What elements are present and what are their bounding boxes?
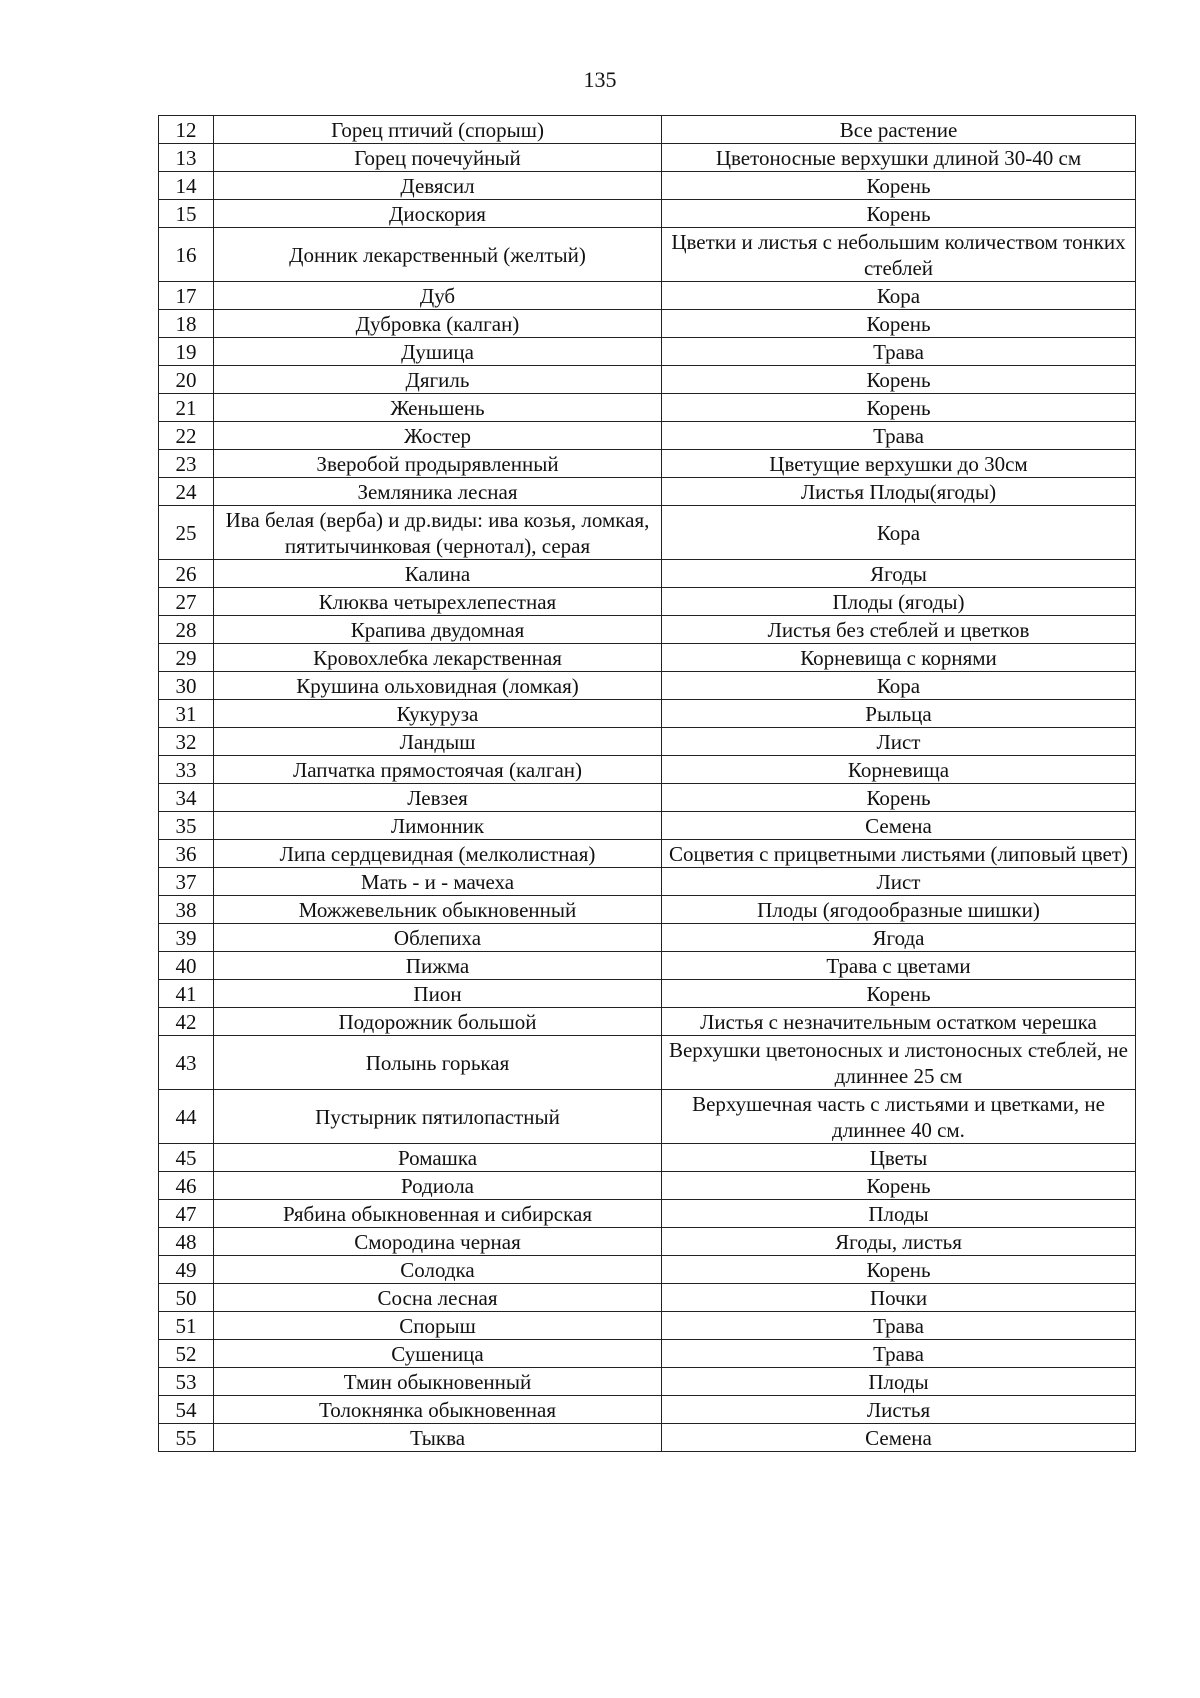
plant-part-cell: Корень (662, 172, 1136, 200)
table-row (159, 560, 1136, 588)
table-row (159, 1256, 1136, 1284)
row-number-cell: 34 (159, 784, 214, 812)
row-number-cell: 19 (159, 338, 214, 366)
plant-part-cell: Цветущие верхушки до 30см (662, 450, 1136, 478)
plant-name-cell: Зверобой продырявленный (214, 450, 662, 478)
plant-part-cell: Трава (662, 1312, 1136, 1340)
table-row (159, 700, 1136, 728)
table-row (159, 1008, 1136, 1036)
row-number-cell: 22 (159, 422, 214, 450)
plant-part-cell: Почки (662, 1284, 1136, 1312)
row-number-cell: 33 (159, 756, 214, 784)
plant-part-cell: Плоды (ягоды) (662, 588, 1136, 616)
plant-name-cell: Жостер (214, 422, 662, 450)
plant-part-cell: Лист (662, 868, 1136, 896)
plant-name-cell: Горец почечуйный (214, 144, 662, 172)
table-row (159, 812, 1136, 840)
table-row (159, 200, 1136, 228)
plants-table (158, 115, 1136, 1452)
row-number-cell: 21 (159, 394, 214, 422)
plant-name-cell: Сушеница (214, 1340, 662, 1368)
plant-name-cell: Женьшень (214, 394, 662, 422)
row-number-cell: 32 (159, 728, 214, 756)
row-number-cell: 46 (159, 1172, 214, 1200)
row-number-cell: 48 (159, 1228, 214, 1256)
plant-part-cell: Трава (662, 1340, 1136, 1368)
plant-name-cell: Лапчатка прямостоячая (калган) (214, 756, 662, 784)
row-number-cell: 54 (159, 1396, 214, 1424)
plant-part-cell: Ягода (662, 924, 1136, 952)
plant-part-cell: Цветы (662, 1144, 1136, 1172)
plant-name-cell: Земляника лесная (214, 478, 662, 506)
plant-name-cell: Облепиха (214, 924, 662, 952)
table-row (159, 282, 1136, 310)
plant-part-cell: Кора (662, 282, 1136, 310)
table-row (159, 924, 1136, 952)
plant-part-cell: Листья Плоды(ягоды) (662, 478, 1136, 506)
table-row (159, 1090, 1136, 1144)
row-number-cell: 37 (159, 868, 214, 896)
table-row (159, 896, 1136, 924)
table-row (159, 144, 1136, 172)
plant-part-cell: Верхушки цветоносных и листоносных стеблей, не длиннее 25 см (662, 1036, 1136, 1090)
row-number-cell: 49 (159, 1256, 214, 1284)
row-number-cell: 31 (159, 700, 214, 728)
table-row (159, 952, 1136, 980)
table-row (159, 1200, 1136, 1228)
plant-part-cell: Трава (662, 422, 1136, 450)
table-row (159, 616, 1136, 644)
plant-name-cell: Мать - и - мачеха (214, 868, 662, 896)
plant-name-cell: Рябина обыкновенная и сибирская (214, 1200, 662, 1228)
plant-name-cell: Ива белая (верба) и др.виды: ива козья, ломкая, пятитычинковая (чернотал), серая (214, 506, 662, 560)
table-row (159, 228, 1136, 282)
plant-part-cell: Трава с цветами (662, 952, 1136, 980)
table-row (159, 366, 1136, 394)
page-number: 135 (583, 67, 617, 92)
row-number-cell: 12 (159, 116, 214, 144)
row-number-cell: 29 (159, 644, 214, 672)
row-number-cell: 15 (159, 200, 214, 228)
plant-name-cell: Пустырник пятилопастный (214, 1090, 662, 1144)
plant-part-cell: Корневища с корнями (662, 644, 1136, 672)
row-number-cell: 18 (159, 310, 214, 338)
plant-part-cell: Ягоды (662, 560, 1136, 588)
plant-part-cell: Корень (662, 1256, 1136, 1284)
plant-name-cell: Тмин обыкновенный (214, 1368, 662, 1396)
plant-part-cell: Корень (662, 366, 1136, 394)
row-number-cell: 47 (159, 1200, 214, 1228)
plant-name-cell: Донник лекарственный (желтый) (214, 228, 662, 282)
plant-name-cell: Калина (214, 560, 662, 588)
row-number-cell: 13 (159, 144, 214, 172)
plant-name-cell: Крапива двудомная (214, 616, 662, 644)
table-row (159, 784, 1136, 812)
table-row (159, 1036, 1136, 1090)
row-number-cell: 36 (159, 840, 214, 868)
table-row (159, 728, 1136, 756)
plant-name-cell: Можжевельник обыкновенный (214, 896, 662, 924)
row-number-cell: 42 (159, 1008, 214, 1036)
plant-name-cell: Сосна лесная (214, 1284, 662, 1312)
plant-part-cell: Корневища (662, 756, 1136, 784)
plant-part-cell: Кора (662, 506, 1136, 560)
row-number-cell: 25 (159, 506, 214, 560)
row-number-cell: 38 (159, 896, 214, 924)
plant-name-cell: Душица (214, 338, 662, 366)
row-number-cell: 45 (159, 1144, 214, 1172)
plant-name-cell: Диоскория (214, 200, 662, 228)
row-number-cell: 53 (159, 1368, 214, 1396)
plant-name-cell: Лимонник (214, 812, 662, 840)
plant-part-cell: Корень (662, 394, 1136, 422)
table-row (159, 506, 1136, 560)
plant-name-cell: Подорожник большой (214, 1008, 662, 1036)
plant-name-cell: Толокнянка обыкновенная (214, 1396, 662, 1424)
row-number-cell: 28 (159, 616, 214, 644)
plant-name-cell: Полынь горькая (214, 1036, 662, 1090)
table-row (159, 868, 1136, 896)
row-number-cell: 40 (159, 952, 214, 980)
plant-part-cell: Корень (662, 200, 1136, 228)
table-row (159, 588, 1136, 616)
row-number-cell: 41 (159, 980, 214, 1008)
table-row (159, 394, 1136, 422)
plant-part-cell: Семена (662, 1424, 1136, 1452)
table-row (159, 1340, 1136, 1368)
plant-name-cell: Кровохлебка лекарственная (214, 644, 662, 672)
table-row (159, 338, 1136, 366)
table-row (159, 980, 1136, 1008)
table-row (159, 116, 1136, 144)
plant-name-cell: Левзея (214, 784, 662, 812)
plant-name-cell: Пижма (214, 952, 662, 980)
table-row (159, 1368, 1136, 1396)
row-number-cell: 55 (159, 1424, 214, 1452)
table-row (159, 1312, 1136, 1340)
plant-name-cell: Родиола (214, 1172, 662, 1200)
row-number-cell: 30 (159, 672, 214, 700)
plant-name-cell: Горец птичий (спорыш) (214, 116, 662, 144)
row-number-cell: 52 (159, 1340, 214, 1368)
plant-part-cell: Цветоносные верхушки длиной 30-40 см (662, 144, 1136, 172)
row-number-cell: 50 (159, 1284, 214, 1312)
plant-name-cell: Смородина черная (214, 1228, 662, 1256)
table-row (159, 756, 1136, 784)
plant-part-cell: Корень (662, 980, 1136, 1008)
table-row (159, 1284, 1136, 1312)
table-row (159, 450, 1136, 478)
plant-part-cell: Цветки и листья с небольшим количеством тонких стеблей (662, 228, 1136, 282)
plant-name-cell: Ромашка (214, 1144, 662, 1172)
plant-part-cell: Рыльца (662, 700, 1136, 728)
table-row (159, 1172, 1136, 1200)
row-number-cell: 17 (159, 282, 214, 310)
plant-name-cell: Пион (214, 980, 662, 1008)
plant-name-cell: Кукуруза (214, 700, 662, 728)
row-number-cell: 51 (159, 1312, 214, 1340)
row-number-cell: 43 (159, 1036, 214, 1090)
table-row (159, 672, 1136, 700)
row-number-cell: 20 (159, 366, 214, 394)
table-row (159, 1424, 1136, 1452)
plant-part-cell: Трава (662, 338, 1136, 366)
table-row (159, 172, 1136, 200)
plants-table-body (159, 116, 1136, 1452)
table-row (159, 644, 1136, 672)
row-number-cell: 27 (159, 588, 214, 616)
plant-name-cell: Дуб (214, 282, 662, 310)
plant-part-cell: Листья с незначительным остатком черешка (662, 1008, 1136, 1036)
row-number-cell: 14 (159, 172, 214, 200)
table-row (159, 310, 1136, 338)
table-row (159, 1144, 1136, 1172)
plant-part-cell: Листья без стеблей и цветков (662, 616, 1136, 644)
table-row (159, 1228, 1136, 1256)
plant-part-cell: Плоды (ягодообразные шишки) (662, 896, 1136, 924)
row-number-cell: 26 (159, 560, 214, 588)
plant-name-cell: Крушина ольховидная (ломкая) (214, 672, 662, 700)
plant-name-cell: Дягиль (214, 366, 662, 394)
table-row (159, 478, 1136, 506)
plant-name-cell: Ландыш (214, 728, 662, 756)
plant-part-cell: Корень (662, 1172, 1136, 1200)
plant-part-cell: Корень (662, 310, 1136, 338)
row-number-cell: 16 (159, 228, 214, 282)
plant-part-cell: Ягоды, листья (662, 1228, 1136, 1256)
plant-name-cell: Солодка (214, 1256, 662, 1284)
row-number-cell: 39 (159, 924, 214, 952)
plant-part-cell: Плоды (662, 1200, 1136, 1228)
row-number-cell: 44 (159, 1090, 214, 1144)
plant-name-cell: Дубровка (калган) (214, 310, 662, 338)
plant-part-cell: Лист (662, 728, 1136, 756)
plant-part-cell: Семена (662, 812, 1136, 840)
table-row (159, 840, 1136, 868)
plant-name-cell: Девясил (214, 172, 662, 200)
plant-part-cell: Все растение (662, 116, 1136, 144)
plant-name-cell: Липа сердцевидная (мелколистная) (214, 840, 662, 868)
row-number-cell: 24 (159, 478, 214, 506)
plant-part-cell: Верхушечная часть с листьями и цветками, не длиннее 40 см. (662, 1090, 1136, 1144)
table-row (159, 1396, 1136, 1424)
plant-name-cell: Спорыш (214, 1312, 662, 1340)
row-number-cell: 35 (159, 812, 214, 840)
plant-part-cell: Листья (662, 1396, 1136, 1424)
row-number-cell: 23 (159, 450, 214, 478)
plant-part-cell: Соцветия с прицветными листьями (липовый цвет) (662, 840, 1136, 868)
plant-part-cell: Кора (662, 672, 1136, 700)
plant-name-cell: Тыква (214, 1424, 662, 1452)
table-row (159, 422, 1136, 450)
plant-part-cell: Корень (662, 784, 1136, 812)
plant-part-cell: Плоды (662, 1368, 1136, 1396)
plant-name-cell: Клюква четырехлепестная (214, 588, 662, 616)
